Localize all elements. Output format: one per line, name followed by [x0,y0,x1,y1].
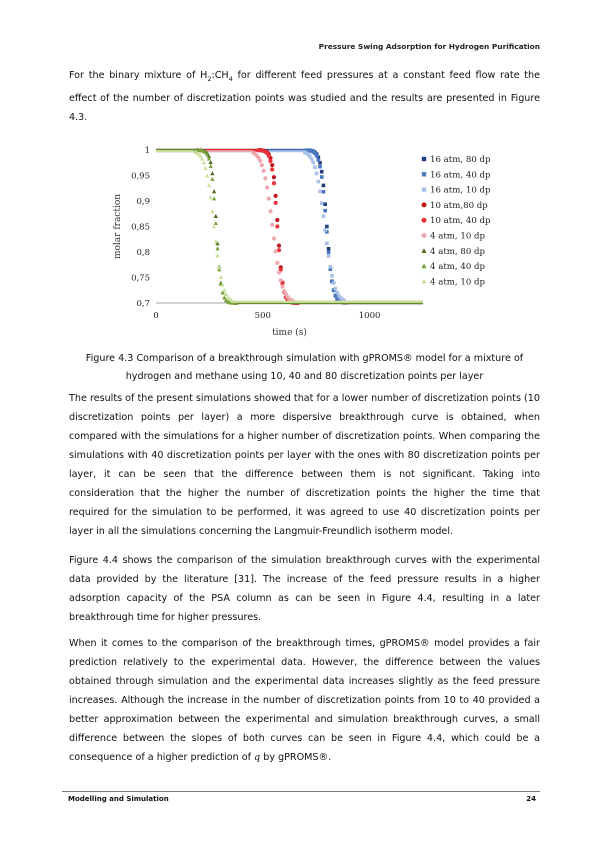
legend-marker [422,202,427,207]
data-point [315,154,319,158]
data-point [318,190,322,194]
data-point [222,288,226,292]
data-point [317,180,321,184]
data-point [272,236,276,240]
legend-label: 10 atm,80 dp [430,200,488,211]
data-point [272,175,276,179]
data-point [212,189,216,193]
chart-legend [422,155,492,287]
y-tick-label: 0,85 [131,222,150,233]
intro-text-b: :CH [211,70,229,81]
data-point [215,246,219,250]
data-point [210,209,214,213]
legend-marker [422,157,426,161]
x-tick-label: 500 [254,311,271,321]
series-6 [156,148,423,305]
paragraph-intro [69,66,540,127]
legend-label: 4 atm, 80 dp [430,246,486,257]
data-point [322,214,326,218]
series-3 [156,148,423,305]
data-point [214,239,218,243]
footer-section: Modelling and Simulation [68,795,169,803]
running-header: Pressure Swing Adsorption for Hydrogen Purification [318,42,540,51]
data-point [322,190,326,194]
series-1 [156,148,423,304]
data-point [330,274,334,278]
series-4 [156,148,423,305]
y-tick-label: 0,75 [131,273,150,284]
series-2 [156,150,423,302]
data-point [332,281,336,285]
page-number: 24 [526,795,536,803]
data-point [210,177,214,181]
data-point [322,184,326,188]
data-point [323,228,327,232]
data-point [277,243,281,247]
data-point [203,166,207,170]
data-point [219,275,223,279]
data-point [209,164,213,168]
data-point [277,271,281,275]
paragraph-breakthrough-times [69,634,540,767]
data-point [327,254,331,258]
data-point [214,214,218,218]
series-7 [156,148,423,305]
data-point [320,170,324,174]
y-axis-ticks [131,146,150,309]
data-point [320,175,324,179]
data-point [310,157,314,161]
legend-label: 16 atm, 10 dp [430,185,491,196]
data-point [275,261,279,265]
data-point [325,225,329,229]
legend-label: 16 atm, 80 dp [430,155,491,165]
data-point [325,242,329,246]
series-0 [156,148,423,304]
data-point [267,154,271,158]
data-point [272,181,276,185]
breakthrough-chart [108,138,538,343]
data-point [327,247,331,251]
subscript-2: 2 [207,74,212,83]
footer-divider [62,791,540,792]
legend-marker [422,218,427,223]
paragraph-figure-4-4: Figure 4.4 shows the comparison of the simulation breakthrough curves with the experimental data provided by the literature [31]. The increase of the feed pressure results in a higher adsorption capacity of the PSA column as can be seen in Figure 4.4, resulting in a later breakthrough time for higher pressures. [69,555,540,623]
data-point [215,253,219,257]
data-point [205,173,209,177]
data-point [274,201,278,205]
data-point [313,165,317,169]
data-point [202,160,206,164]
figure-caption: Figure 4.3 Comparison of a breakthrough simulation with gPROMS® model for a mixture of hydrogen and methane using 10, 40 and 80 discretization points per layer [85,353,524,382]
y-axis-label: molar fraction [113,193,123,260]
y-tick-label: 0,95 [131,171,150,182]
data-point [268,159,272,163]
legend-label: 10 atm, 40 dp [430,216,491,227]
intro-text-c: for different feed pressures at a constant feed flow rate the effect of the number of discretization points was studied and the results are presented in Figure 4.3. [69,70,540,123]
legend-label: 4 atm, 40 dp [430,262,486,273]
data-point [323,209,327,213]
x-axis-label: time (s) [272,328,307,338]
data-point [280,284,284,288]
data-point [207,183,211,187]
data-point [270,223,274,227]
x-axis-ticks [153,311,380,321]
data-point [262,169,266,173]
data-point [315,172,319,176]
data-point [267,196,271,200]
intro-text-a: For the binary mixture of H [69,70,208,81]
data-point [323,202,327,206]
data-point [320,201,324,205]
legend-marker [422,279,427,284]
data-point [258,159,262,163]
legend-label: 16 atm, 40 dp [430,170,491,181]
data-point [327,250,331,254]
data-point [274,194,278,198]
data-point [212,196,216,200]
y-tick-label: 1 [144,146,150,156]
legend-label: 4 atm, 10 dp [430,231,486,242]
data-point [317,158,321,162]
symbol-q: q [254,752,261,763]
y-tick-label: 0,7 [136,299,150,309]
y-tick-label: 0,9 [136,197,150,207]
legend-marker [422,233,427,238]
p4-text-b: by gPROMS®. [260,752,332,763]
data-point [260,163,264,167]
series-5 [156,151,423,303]
x-tick-label: 1000 [358,311,381,321]
data-point [268,209,272,213]
data-point [311,161,315,165]
y-tick-label: 0,8 [136,248,150,258]
data-point [275,218,279,222]
subscript-4: 4 [228,74,233,83]
paragraph-results: The results of the present simulations showed that for a lower number of discretization points (10 discretization points per layer) a more dispersive breakthrough curve is obtained, when compared with the simulations for a higher number of discretization points. When comparing the simulations with 40 discretization points per layer with the ones with 80 discretization points per layer, it can be seen that the difference between them is not significant. Taking into consideration that the higher the number of discretization points the higher the time that required for the simulation to be performed, it was agreed to use 40 discretization points per layer in all the simulations concerning the Langmuir-Freundlich isotherm model. [69,393,540,537]
data-point [209,160,213,164]
legend-marker [422,248,427,253]
data-point [334,287,338,291]
data-point [275,224,279,228]
data-point [270,163,274,167]
data-point [263,176,267,180]
data-point [328,265,332,269]
data-point [274,249,278,253]
legend-marker [422,187,426,191]
data-point [210,171,214,175]
data-point [265,185,269,189]
data-point [214,221,218,225]
legend-label: 4 atm, 10 dp [430,277,486,288]
data-point [279,278,283,282]
legend-marker [422,263,427,268]
p4-text-a: When it comes to the comparison of the breakthrough times, gPROMS® model provides a fair prediction relatively to the experimental data. However, the difference between the values obtained through simulation and the experimental data increases slightly as the feed pressure increases. Although the increase in the number of discretization points from 10 to 40 provided a better approximation between the experimental and simulation breakthrough curves, a small difference between the slopes of both curves can be seen in Figure 4.4, which could be a consequence of a higher prediction of [69,638,540,763]
data-point [209,195,213,199]
data-point [270,167,274,171]
data-points [156,148,423,305]
legend-marker [422,172,426,176]
data-point [318,165,322,169]
x-tick-label: 0 [153,311,159,321]
series-8 [156,150,423,303]
